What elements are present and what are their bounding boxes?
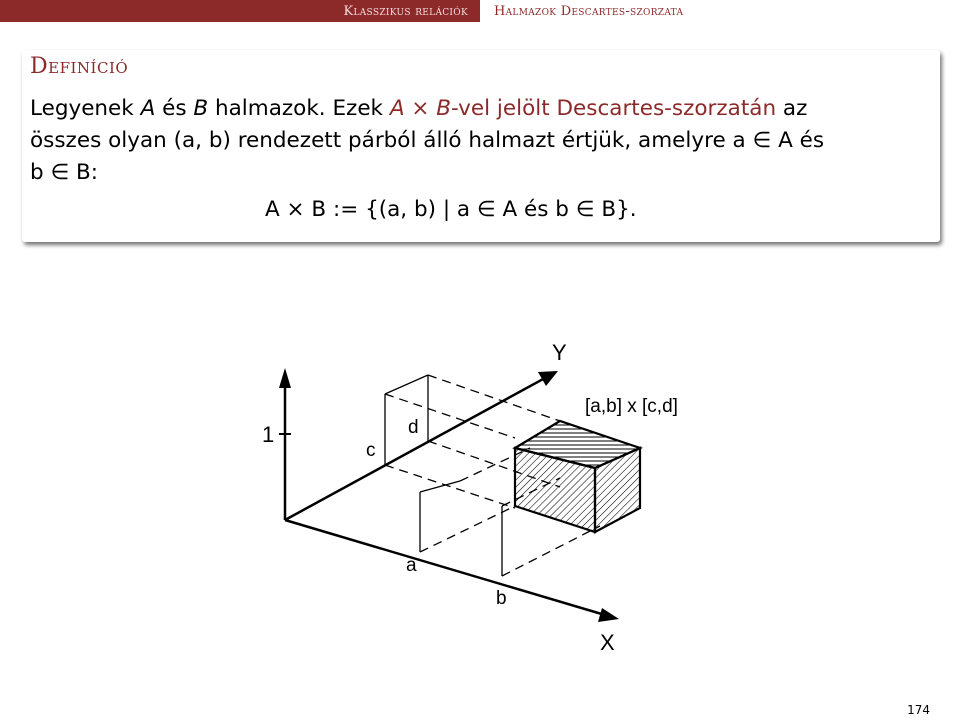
subsection-label: Halmazok Descartes-szorzata (494, 4, 684, 19)
b-label: b (496, 588, 507, 609)
projection-lines (385, 375, 502, 576)
arrow-x (598, 608, 619, 622)
product-label: [a,b] x [c,d] (585, 396, 678, 417)
arrow-up (279, 368, 291, 388)
section-label: Klasszikus relációk (343, 4, 468, 19)
page-number: 174 (907, 703, 930, 717)
header-bar (0, 0, 960, 22)
definition-formula: A × B := {(a, b) | a ∈ A és b ∈ B}. (265, 197, 637, 222)
cartesian-product-diagram (230, 320, 730, 660)
c-label: c (366, 440, 376, 461)
defined-term: Descartes-szorzatán (556, 96, 777, 121)
subsection-tab[interactable] (480, 0, 960, 22)
d-label: d (408, 417, 419, 438)
definition-text (30, 93, 930, 189)
arrow-y (538, 371, 558, 386)
section-tab[interactable] (0, 0, 480, 22)
definition-line-2: összes olyan (a, b) rendezett párból álló halmazt értjük, amelyre a ∈ A és (30, 128, 825, 153)
y-axis-label: Y (552, 340, 567, 365)
definition-line-1: Legyenek A és B halmazok. Ezek A × B-vel jelölt Descartes-szorzatán az (30, 96, 808, 121)
unit-label: 1 (262, 422, 275, 447)
product-box (515, 421, 640, 532)
a-label: a (406, 555, 417, 576)
definition-title: Definíció (30, 54, 129, 79)
x-axis-label: X (600, 630, 615, 655)
definition-line-3: b ∈ B: (30, 160, 99, 185)
